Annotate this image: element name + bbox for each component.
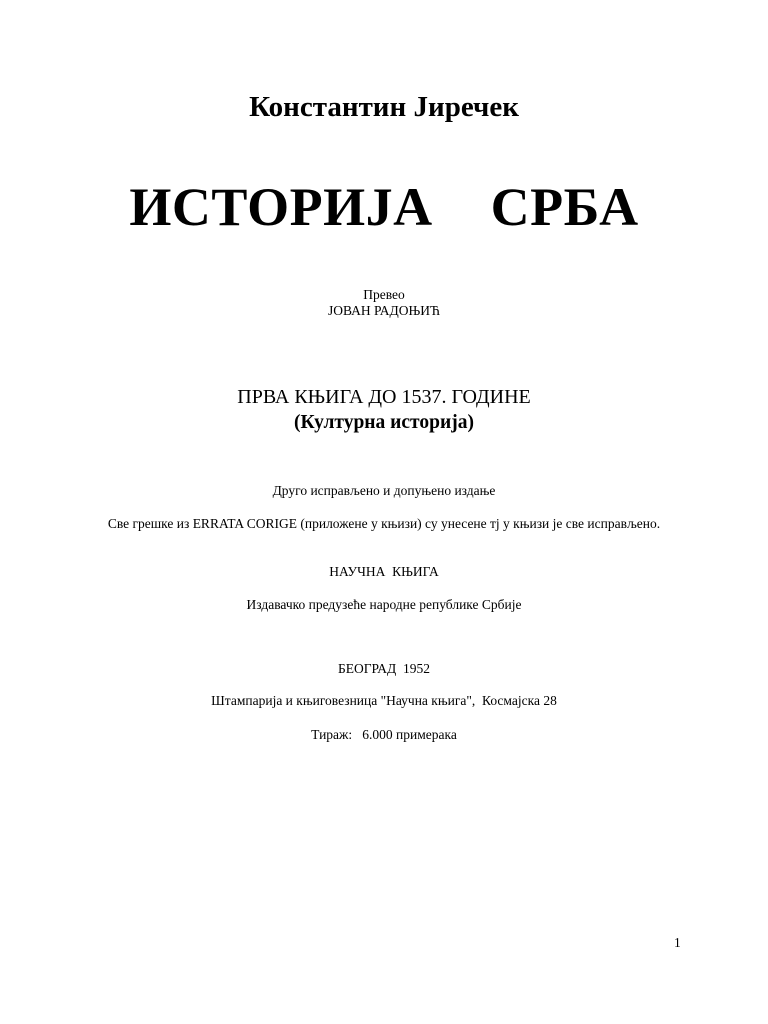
book-volume: ПРВА КЊИГА ДО 1537. ГОДИНЕ xyxy=(237,386,531,408)
book-title-word-1: ИСТОРИЈА xyxy=(129,177,433,237)
book-title xyxy=(0,177,768,237)
publisher-name: НАУЧНА КЊИГА xyxy=(329,564,439,579)
author-name: Константин Јиречек xyxy=(249,91,519,123)
errata-note: Све грешке из ERRATA CORIGE (приложене у књизи) су унесене тј у књизи је све исправљено. xyxy=(107,516,661,531)
print-run: Тираж: 6.000 примерака xyxy=(311,727,457,742)
edition-note: Друго исправљено и допуњено издање xyxy=(272,483,496,498)
page-number: 1 xyxy=(674,935,681,950)
city-year: БЕОГРАД 1952 xyxy=(337,661,431,676)
translator-name: ЈОВАН РАДОЊИЋ xyxy=(327,303,441,318)
book-subtitle: (Културна историја) xyxy=(294,412,474,433)
publisher-organization: Издавачко предузеће народне републике Србије xyxy=(246,597,522,612)
translated-by-label: Превео xyxy=(363,287,405,302)
book-title-word-2: СРБА xyxy=(490,177,639,237)
printer-info: Штампарија и књиговезница "Научна књига", Космајска 28 xyxy=(211,693,557,708)
